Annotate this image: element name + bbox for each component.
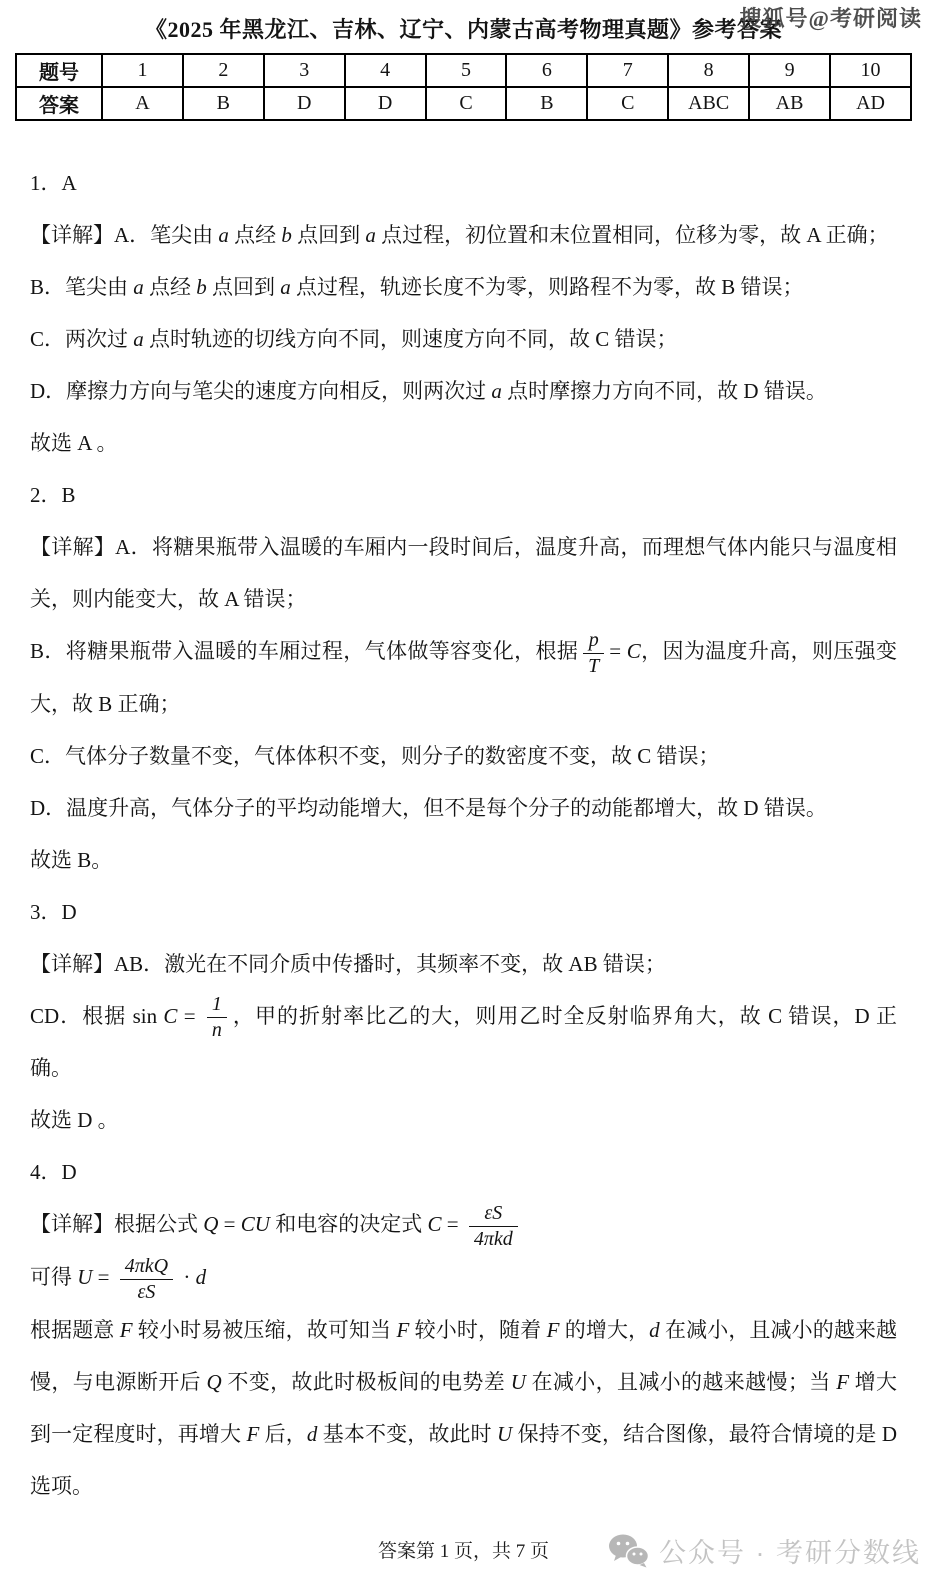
question-2-heading	[30, 469, 897, 521]
text-run: d	[195, 1265, 207, 1290]
question-3-heading	[30, 886, 897, 938]
q1-option-b	[30, 261, 897, 313]
text-run: ·	[178, 1265, 196, 1290]
text-run: =	[218, 1212, 241, 1237]
wechat-icon	[608, 1534, 650, 1568]
q1-option-a	[30, 209, 897, 261]
text-run: F	[836, 1369, 850, 1394]
text-run: 故选 A 。	[30, 431, 118, 455]
wechat-watermark	[602, 1531, 921, 1570]
text-run: B．笔尖由	[30, 275, 134, 299]
text-run: 基本不变，故此时	[317, 1421, 498, 1446]
question-number-row	[16, 54, 911, 87]
q2-option-c	[30, 730, 897, 782]
text-run: 【详解】A．将糖果瓶带入温暖的车厢内一段时间后，温度升高，而理想气体内能只与温度相关，则内能变大，故 A 错误；	[30, 535, 897, 611]
text-run: d	[306, 1421, 318, 1446]
text-run: 点回到	[291, 223, 366, 247]
q3-conclusion	[30, 1094, 897, 1146]
text-run: a	[218, 223, 229, 247]
q3-options-cd	[30, 990, 897, 1095]
text-run: 后，	[259, 1421, 307, 1446]
question-number-cell: 2	[183, 54, 264, 87]
q4-explanation	[30, 1304, 897, 1512]
text-run: 点回到	[206, 275, 281, 299]
answer-cell: D	[345, 87, 426, 120]
text-run: 点过程，轨迹长度不为零，则路程不为零，故 B 错误；	[290, 275, 804, 299]
text-run: C．气体分子数量不变，气体体积不变，则分子的数密度不变，故 C 错误；	[30, 743, 720, 768]
sohu-watermark: 搜狐号@考研阅读	[739, 6, 922, 31]
answer-cell: AD	[830, 87, 911, 120]
question-number-cell: 1	[102, 54, 183, 87]
text-run: CD．根据 sin	[30, 1003, 164, 1028]
text-run: 3．D	[30, 899, 77, 924]
text-run: 在减小，且减小的越来越慢，与电源断开后	[30, 1317, 898, 1394]
text-run: 1．A	[30, 171, 77, 195]
text-run: F	[119, 1317, 133, 1342]
question-number-cell: 4	[345, 54, 426, 87]
text-run: CU	[240, 1212, 270, 1237]
text-run: =	[177, 1003, 202, 1028]
q4-formula-2	[30, 1251, 897, 1304]
q1-option-c	[30, 313, 897, 365]
answer-cell: B	[506, 87, 587, 120]
text-run: 点经	[143, 275, 197, 299]
text-run: D．摩擦力方向与笔尖的速度方向相反，则两次过	[30, 379, 492, 403]
document-body	[30, 157, 897, 1512]
text-run: a	[133, 275, 144, 299]
text-run: 点经	[228, 223, 282, 247]
text-run: B．将糖果瓶带入温暖的车厢过程，气体做等容变化，根据	[30, 639, 579, 663]
text-run: 在减小，且减小的越来越慢；当	[525, 1369, 837, 1394]
q2-option-b	[30, 625, 897, 730]
q1-conclusion	[30, 417, 897, 469]
answer-cell: AB	[749, 87, 830, 120]
text-run: F	[546, 1317, 560, 1342]
fraction: $\frac{p}{T}$	[583, 629, 604, 678]
fraction: $\frac{1}{n}$	[207, 993, 227, 1042]
question-4-heading	[30, 1146, 897, 1198]
text-run: C	[427, 1212, 442, 1237]
fraction: $\frac{\text{4πkQ}}{\varepsilon S}$	[120, 1255, 173, 1304]
answer-cell: D	[264, 87, 345, 120]
answer-cell: ABC	[668, 87, 749, 120]
text-run: 故选 B。	[30, 847, 113, 872]
text-run: F	[396, 1317, 410, 1342]
question-number-cell: 8	[668, 54, 749, 87]
q2-option-d	[30, 782, 897, 834]
text-run: 点过程，初位置和末位置相同，位移为零，故 A 正确；	[375, 223, 889, 247]
text-run: C	[626, 639, 641, 663]
text-run: d	[649, 1317, 660, 1342]
text-run: a	[365, 223, 376, 247]
text-run: C	[163, 1003, 178, 1028]
text-run: D．温度升高，气体分子的平均动能增大，但不是每个分子的动能都增大，故 D 错误。	[30, 795, 827, 820]
question-number-cell: 3	[264, 54, 345, 87]
text-run: 较小时易被压缩，故可知当	[132, 1317, 397, 1342]
answer-cell: C	[426, 87, 507, 120]
text-run: 4．D	[30, 1160, 77, 1185]
q4-formula-1	[30, 1198, 897, 1251]
text-run: 可得	[30, 1265, 78, 1290]
text-run: b	[281, 223, 292, 247]
text-run: a	[491, 379, 502, 403]
text-run: 的增大，	[559, 1317, 650, 1342]
question-1-heading	[30, 157, 897, 209]
text-run: 故选 D 。	[30, 1108, 119, 1133]
question-number-cell: 10	[830, 54, 911, 87]
text-run: Q	[206, 1369, 222, 1394]
text-run: 点时摩擦力方向不同，故 D 错误。	[501, 379, 827, 403]
text-run: 较小时，随着	[409, 1317, 547, 1342]
answer-cell: A	[102, 87, 183, 120]
answer-table	[15, 53, 912, 121]
text-run: ，因为温度升高，则压强变大，故 B 正确；	[30, 639, 897, 716]
page-title: 《2025 年黑龙江、吉林、辽宁、内蒙古高考物理真题》参考答案	[144, 17, 782, 42]
question-number-cell: 6	[506, 54, 587, 87]
text-run: Q	[203, 1212, 219, 1237]
answer-cell: B	[183, 87, 264, 120]
text-run: 点时轨迹的切线方向不同，则速度方向不同，故 C 错误；	[143, 327, 678, 351]
question-number-cell: 7	[587, 54, 668, 87]
answer-row	[16, 87, 911, 120]
answer-cell: C	[587, 87, 668, 120]
text-run: C．两次过	[30, 327, 134, 351]
text-run: 增大到一定程度时，再增大	[30, 1369, 898, 1446]
text-run: 【详解】根据公式	[30, 1212, 204, 1237]
text-run: 2．B	[30, 483, 76, 507]
q1-option-d	[30, 365, 897, 417]
text-run: 保持不变，结合图像，最符合情境的是 D 选项。	[30, 1421, 898, 1498]
text-run: 不变，故此时极板间的电势差	[221, 1369, 511, 1394]
text-run: =	[609, 639, 627, 663]
wechat-label: 公众号 · 考研分数线	[659, 1538, 921, 1568]
question-number-header: 题号	[16, 54, 102, 87]
question-number-cell: 9	[749, 54, 830, 87]
text-run: a	[133, 327, 144, 351]
text-run: 和电容的决定式	[269, 1212, 428, 1237]
text-run: =	[92, 1265, 115, 1290]
text-run: U	[497, 1421, 513, 1446]
text-run: a	[280, 275, 291, 299]
text-run: U	[510, 1369, 526, 1394]
q2-option-a	[30, 521, 897, 625]
answer-header: 答案	[16, 87, 102, 120]
text-run: 【详解】AB．激光在不同介质中传播时，其频率不变，故 AB 错误；	[30, 951, 666, 976]
q2-conclusion	[30, 834, 897, 886]
text-run: F	[246, 1421, 260, 1446]
text-run: b	[196, 275, 207, 299]
text-run: =	[441, 1212, 464, 1237]
text-run: U	[77, 1265, 93, 1290]
text-run: ，甲的折射率比乙的大，则用乙时全反射临界角大，故 C 错误，D 正确。	[30, 1003, 897, 1081]
text-run: 【详解】A．笔尖由	[30, 223, 219, 247]
q3-options-ab	[30, 938, 897, 990]
page-number: 答案第 1 页，共 7 页	[377, 1541, 549, 1562]
question-number-cell: 5	[426, 54, 507, 87]
text-run: 根据题意	[30, 1317, 120, 1342]
fraction: $\frac{\varepsilon S}{\text{4πkd}}$	[469, 1202, 518, 1251]
